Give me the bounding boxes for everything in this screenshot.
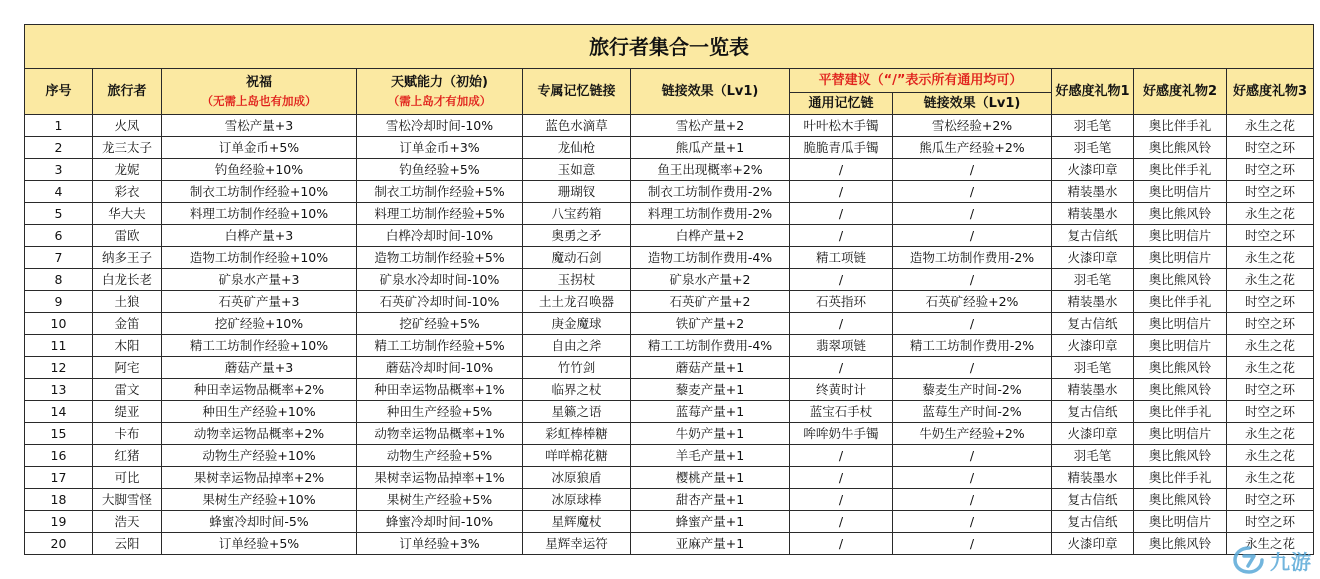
table-row [25, 401, 1314, 423]
header-alt: 平替建议（“/”表示所有通用均可） [790, 69, 1052, 93]
talent-cell: 白桦冷却时间-10% [357, 225, 523, 247]
gift-3-cell: 永生之花 [1227, 423, 1314, 445]
alt-effect-cell: 造物工坊制作费用-2% [893, 247, 1052, 269]
gift-1-cell: 精装墨水 [1052, 467, 1134, 489]
alt-memory-cell: 石英指环 [790, 291, 893, 313]
link-effect-cell: 亚麻产量+1 [631, 533, 790, 555]
blessing-cell: 蘑菇产量+3 [162, 357, 357, 379]
talent-cell: 种田幸运物品概率+1% [357, 379, 523, 401]
memory-link-cell: 竹竹剑 [523, 357, 631, 379]
talent-cell: 动物幸运物品概率+1% [357, 423, 523, 445]
gift-2-cell: 奥比伴手礼 [1134, 115, 1227, 137]
alt-memory-cell: / [790, 467, 893, 489]
watermark-logo [1232, 545, 1312, 575]
header-traveler: 旅行者 [93, 69, 162, 115]
gift-3-cell: 永生之花 [1227, 335, 1314, 357]
gift-1-cell: 精装墨水 [1052, 379, 1134, 401]
traveler-name-cell: 缇亚 [93, 401, 162, 423]
memory-link-cell: 奥勇之矛 [523, 225, 631, 247]
gift-2-cell: 奥比明信片 [1134, 511, 1227, 533]
gift-1-cell: 火漆印章 [1052, 533, 1134, 555]
talent-cell: 钓鱼经验+5% [357, 159, 523, 181]
alt-memory-cell: 终黄时计 [790, 379, 893, 401]
gift-3-cell: 时空之环 [1227, 379, 1314, 401]
blessing-cell: 订单经验+5% [162, 533, 357, 555]
row-index-cell: 1 [25, 115, 93, 137]
alt-effect-cell: / [893, 357, 1052, 379]
gift-1-cell: 复古信纸 [1052, 225, 1134, 247]
gift-3-cell: 时空之环 [1227, 401, 1314, 423]
gift-1-cell: 羽毛笔 [1052, 115, 1134, 137]
alt-effect-cell: / [893, 203, 1052, 225]
alt-effect-cell: / [893, 269, 1052, 291]
link-effect-cell: 甜杏产量+1 [631, 489, 790, 511]
memory-link-cell: 彩虹棒棒糖 [523, 423, 631, 445]
alt-effect-cell: / [893, 467, 1052, 489]
talent-cell: 蘑菇冷却时间-10% [357, 357, 523, 379]
alt-effect-cell: 石英矿经验+2% [893, 291, 1052, 313]
link-effect-cell: 造物工坊制作费用-4% [631, 247, 790, 269]
table-row [25, 115, 1314, 137]
memory-link-cell: 咩咩棉花糖 [523, 445, 631, 467]
table-row [25, 489, 1314, 511]
traveler-name-cell: 白龙长老 [93, 269, 162, 291]
gift-1-cell: 羽毛笔 [1052, 137, 1134, 159]
gift-3-cell: 永生之花 [1227, 203, 1314, 225]
alt-memory-cell: / [790, 489, 893, 511]
alt-memory-cell: / [790, 203, 893, 225]
traveler-table [24, 24, 1314, 555]
blessing-cell: 精工工坊制作经验+10% [162, 335, 357, 357]
gift-3-cell: 永生之花 [1227, 467, 1314, 489]
alt-memory-cell: 翡翠项链 [790, 335, 893, 357]
gift-1-cell: 复古信纸 [1052, 401, 1134, 423]
header-gift1: 好感度礼物1 [1052, 69, 1134, 115]
table-row [25, 511, 1314, 533]
talent-cell: 雪松冷却时间-10% [357, 115, 523, 137]
header-alt-effect: 链接效果（Lv1) [893, 93, 1052, 115]
table-row [25, 181, 1314, 203]
talent-cell: 石英矿冷却时间-10% [357, 291, 523, 313]
traveler-name-cell: 纳多王子 [93, 247, 162, 269]
blessing-cell: 动物生产经验+10% [162, 445, 357, 467]
gift-1-cell: 羽毛笔 [1052, 445, 1134, 467]
row-index-cell: 7 [25, 247, 93, 269]
link-effect-cell: 羊毛产量+1 [631, 445, 790, 467]
table-row [25, 269, 1314, 291]
link-effect-cell: 蘑菇产量+1 [631, 357, 790, 379]
table-row [25, 203, 1314, 225]
traveler-name-cell: 云阳 [93, 533, 162, 555]
traveler-name-cell: 可比 [93, 467, 162, 489]
blessing-cell: 白桦产量+3 [162, 225, 357, 247]
row-index-cell: 15 [25, 423, 93, 445]
gift-2-cell: 奥比伴手礼 [1134, 159, 1227, 181]
talent-cell: 种田生产经验+5% [357, 401, 523, 423]
talent-cell: 果树幸运物品掉率+1% [357, 467, 523, 489]
blessing-cell: 造物工坊制作经验+10% [162, 247, 357, 269]
gift-3-cell: 时空之环 [1227, 225, 1314, 247]
traveler-name-cell: 彩衣 [93, 181, 162, 203]
gift-3-cell: 时空之环 [1227, 489, 1314, 511]
talent-cell: 蜂蜜冷却时间-10% [357, 511, 523, 533]
gift-1-cell: 羽毛笔 [1052, 357, 1134, 379]
row-index-cell: 14 [25, 401, 93, 423]
header-index: 序号 [25, 69, 93, 115]
row-index-cell: 8 [25, 269, 93, 291]
gift-3-cell: 时空之环 [1227, 291, 1314, 313]
link-effect-cell: 牛奶产量+1 [631, 423, 790, 445]
row-index-cell: 19 [25, 511, 93, 533]
link-effect-cell: 熊瓜产量+1 [631, 137, 790, 159]
alt-effect-cell: 藜麦生产时间-2% [893, 379, 1052, 401]
row-index-cell: 13 [25, 379, 93, 401]
alt-effect-cell: / [893, 511, 1052, 533]
traveler-name-cell: 木阳 [93, 335, 162, 357]
gift-1-cell: 精装墨水 [1052, 291, 1134, 313]
gift-2-cell: 奥比熊风铃 [1134, 137, 1227, 159]
talent-cell: 订单经验+3% [357, 533, 523, 555]
header-alt-memory: 通用记忆链 [790, 93, 893, 115]
alt-memory-cell: 脆脆青瓜手镯 [790, 137, 893, 159]
gift-1-cell: 羽毛笔 [1052, 269, 1134, 291]
alt-memory-cell: / [790, 445, 893, 467]
alt-effect-cell: / [893, 489, 1052, 511]
traveler-table-container [24, 24, 1308, 555]
gift-3-cell: 永生之花 [1227, 115, 1314, 137]
memory-link-cell: 冰原狼盾 [523, 467, 631, 489]
memory-link-cell: 蓝色水滴草 [523, 115, 631, 137]
traveler-name-cell: 大脚雪怪 [93, 489, 162, 511]
gift-1-cell: 复古信纸 [1052, 489, 1134, 511]
table-row [25, 247, 1314, 269]
link-effect-cell: 矿泉水产量+2 [631, 269, 790, 291]
watermark-text: 九游 [1270, 549, 1312, 574]
memory-link-cell: 土土龙召唤器 [523, 291, 631, 313]
alt-memory-cell: / [790, 159, 893, 181]
memory-link-cell: 冰原球棒 [523, 489, 631, 511]
alt-memory-cell: / [790, 357, 893, 379]
traveler-name-cell: 浩天 [93, 511, 162, 533]
gift-1-cell: 火漆印章 [1052, 335, 1134, 357]
traveler-name-cell: 龙妮 [93, 159, 162, 181]
gift-1-cell: 火漆印章 [1052, 159, 1134, 181]
traveler-name-cell: 雷文 [93, 379, 162, 401]
gift-3-cell: 永生之花 [1227, 269, 1314, 291]
alt-effect-cell: / [893, 225, 1052, 247]
gift-2-cell: 奥比伴手礼 [1134, 401, 1227, 423]
traveler-name-cell: 火凤 [93, 115, 162, 137]
gift-2-cell: 奥比明信片 [1134, 335, 1227, 357]
talent-cell: 精工工坊制作经验+5% [357, 335, 523, 357]
gift-2-cell: 奥比熊风铃 [1134, 269, 1227, 291]
table-title: 旅行者集合一览表 [25, 25, 1314, 69]
row-index-cell: 20 [25, 533, 93, 555]
row-index-cell: 5 [25, 203, 93, 225]
gift-3-cell: 永生之花 [1227, 445, 1314, 467]
alt-memory-cell: / [790, 225, 893, 247]
blessing-cell: 种田生产经验+10% [162, 401, 357, 423]
alt-memory-cell: 精工项链 [790, 247, 893, 269]
link-effect-cell: 藜麦产量+1 [631, 379, 790, 401]
gift-2-cell: 奥比熊风铃 [1134, 489, 1227, 511]
link-effect-cell: 制衣工坊制作费用-2% [631, 181, 790, 203]
row-index-cell: 6 [25, 225, 93, 247]
alt-effect-cell: 雪松经验+2% [893, 115, 1052, 137]
blessing-cell: 制衣工坊制作经验+10% [162, 181, 357, 203]
row-index-cell: 17 [25, 467, 93, 489]
header-gift3: 好感度礼物3 [1227, 69, 1314, 115]
gift-1-cell: 复古信纸 [1052, 511, 1134, 533]
gift-2-cell: 奥比熊风铃 [1134, 533, 1227, 555]
link-effect-cell: 白桦产量+2 [631, 225, 790, 247]
blessing-cell: 雪松产量+3 [162, 115, 357, 137]
traveler-name-cell: 红猪 [93, 445, 162, 467]
alt-effect-cell: 牛奶生产经验+2% [893, 423, 1052, 445]
header-talent-label: 天赋能力（初始) [391, 74, 488, 90]
link-effect-cell: 石英矿产量+2 [631, 291, 790, 313]
blessing-cell: 订单金币+5% [162, 137, 357, 159]
alt-memory-cell: 叶叶松木手镯 [790, 115, 893, 137]
memory-link-cell: 珊瑚钗 [523, 181, 631, 203]
blessing-cell: 矿泉水产量+3 [162, 269, 357, 291]
row-index-cell: 12 [25, 357, 93, 379]
alt-effect-cell: / [893, 181, 1052, 203]
link-effect-cell: 雪松产量+2 [631, 115, 790, 137]
gift-1-cell: 火漆印章 [1052, 247, 1134, 269]
memory-link-cell: 自由之斧 [523, 335, 631, 357]
header-talent [357, 69, 523, 115]
table-row [25, 423, 1314, 445]
memory-link-cell: 庚金魔球 [523, 313, 631, 335]
header-effect: 链接效果（Lv1) [631, 69, 790, 115]
traveler-name-cell: 金笛 [93, 313, 162, 335]
gift-3-cell: 永生之花 [1227, 533, 1314, 555]
memory-link-cell: 星辉幸运符 [523, 533, 631, 555]
talent-cell: 料理工坊制作经验+5% [357, 203, 523, 225]
talent-cell: 订单金币+3% [357, 137, 523, 159]
header-gift2: 好感度礼物2 [1134, 69, 1227, 115]
alt-memory-cell: / [790, 533, 893, 555]
gift-3-cell: 永生之花 [1227, 357, 1314, 379]
link-effect-cell: 精工工坊制作费用-4% [631, 335, 790, 357]
gift-2-cell: 奥比熊风铃 [1134, 379, 1227, 401]
blessing-cell: 钓鱼经验+10% [162, 159, 357, 181]
talent-cell: 制衣工坊制作经验+5% [357, 181, 523, 203]
talent-cell: 动物生产经验+5% [357, 445, 523, 467]
gift-2-cell: 奥比明信片 [1134, 225, 1227, 247]
row-index-cell: 9 [25, 291, 93, 313]
blessing-cell: 蜂蜜冷却时间-5% [162, 511, 357, 533]
table-row [25, 357, 1314, 379]
table-row [25, 467, 1314, 489]
gift-2-cell: 奥比明信片 [1134, 247, 1227, 269]
alt-effect-cell: / [893, 445, 1052, 467]
blessing-cell: 动物幸运物品概率+2% [162, 423, 357, 445]
table-row [25, 379, 1314, 401]
table-row [25, 335, 1314, 357]
gift-1-cell: 精装墨水 [1052, 203, 1134, 225]
gift-3-cell: 永生之花 [1227, 247, 1314, 269]
gift-3-cell: 时空之环 [1227, 181, 1314, 203]
jiuyou-logo-icon [1232, 545, 1266, 575]
traveler-name-cell: 龙三太子 [93, 137, 162, 159]
header-blessing-note: （无需上岛也有加成） [201, 93, 317, 108]
gift-2-cell: 奥比明信片 [1134, 423, 1227, 445]
alt-memory-cell: 哞哞奶牛手镯 [790, 423, 893, 445]
table-row [25, 137, 1314, 159]
link-effect-cell: 铁矿产量+2 [631, 313, 790, 335]
table-row [25, 291, 1314, 313]
alt-effect-cell: / [893, 159, 1052, 181]
header-talent-note: （需上岛才有加成） [387, 93, 492, 108]
gift-1-cell: 精装墨水 [1052, 181, 1134, 203]
memory-link-cell: 星籁之语 [523, 401, 631, 423]
alt-memory-cell: / [790, 181, 893, 203]
gift-3-cell: 时空之环 [1227, 137, 1314, 159]
traveler-name-cell: 阿宅 [93, 357, 162, 379]
blessing-cell: 果树生产经验+10% [162, 489, 357, 511]
talent-cell: 果树生产经验+5% [357, 489, 523, 511]
talent-cell: 挖矿经验+5% [357, 313, 523, 335]
gift-3-cell: 时空之环 [1227, 159, 1314, 181]
alt-effect-cell: / [893, 533, 1052, 555]
gift-2-cell: 奥比伴手礼 [1134, 467, 1227, 489]
table-row [25, 313, 1314, 335]
alt-memory-cell: / [790, 511, 893, 533]
row-index-cell: 11 [25, 335, 93, 357]
alt-memory-cell: / [790, 313, 893, 335]
alt-effect-cell: 蓝莓生产时间-2% [893, 401, 1052, 423]
blessing-cell: 种田幸运物品概率+2% [162, 379, 357, 401]
row-index-cell: 3 [25, 159, 93, 181]
row-index-cell: 16 [25, 445, 93, 467]
gift-1-cell: 火漆印章 [1052, 423, 1134, 445]
gift-2-cell: 奥比熊风铃 [1134, 357, 1227, 379]
talent-cell: 造物工坊制作经验+5% [357, 247, 523, 269]
link-effect-cell: 鱼王出现概率+2% [631, 159, 790, 181]
alt-memory-cell: 蓝宝石手杖 [790, 401, 893, 423]
row-index-cell: 10 [25, 313, 93, 335]
gift-2-cell: 奥比伴手礼 [1134, 291, 1227, 313]
alt-effect-cell: / [893, 313, 1052, 335]
link-effect-cell: 蓝莓产量+1 [631, 401, 790, 423]
link-effect-cell: 樱桃产量+1 [631, 467, 790, 489]
blessing-cell: 石英矿产量+3 [162, 291, 357, 313]
memory-link-cell: 玉如意 [523, 159, 631, 181]
memory-link-cell: 八宝药箱 [523, 203, 631, 225]
memory-link-cell: 龙仙枪 [523, 137, 631, 159]
blessing-cell: 果树幸运物品掉率+2% [162, 467, 357, 489]
link-effect-cell: 料理工坊制作费用-2% [631, 203, 790, 225]
blessing-cell: 料理工坊制作经验+10% [162, 203, 357, 225]
talent-cell: 矿泉水冷却时间-10% [357, 269, 523, 291]
traveler-name-cell: 土狼 [93, 291, 162, 313]
alt-effect-cell: 精工工坊制作费用-2% [893, 335, 1052, 357]
table-row [25, 533, 1314, 555]
traveler-name-cell: 卡布 [93, 423, 162, 445]
alt-memory-cell: / [790, 269, 893, 291]
memory-link-cell: 玉拐杖 [523, 269, 631, 291]
blessing-cell: 挖矿经验+10% [162, 313, 357, 335]
row-index-cell: 4 [25, 181, 93, 203]
header-blessing [162, 69, 357, 115]
memory-link-cell: 临界之杖 [523, 379, 631, 401]
alt-effect-cell: 熊瓜生产经验+2% [893, 137, 1052, 159]
gift-3-cell: 时空之环 [1227, 511, 1314, 533]
gift-2-cell: 奥比熊风铃 [1134, 445, 1227, 467]
traveler-name-cell: 华大夫 [93, 203, 162, 225]
gift-2-cell: 奥比明信片 [1134, 181, 1227, 203]
memory-link-cell: 魔动石剑 [523, 247, 631, 269]
traveler-name-cell: 雷欧 [93, 225, 162, 247]
gift-2-cell: 奥比明信片 [1134, 313, 1227, 335]
row-index-cell: 2 [25, 137, 93, 159]
gift-2-cell: 奥比熊风铃 [1134, 203, 1227, 225]
link-effect-cell: 蜂蜜产量+1 [631, 511, 790, 533]
header-memory: 专属记忆链接 [523, 69, 631, 115]
gift-3-cell: 时空之环 [1227, 313, 1314, 335]
table-row [25, 159, 1314, 181]
gift-1-cell: 复古信纸 [1052, 313, 1134, 335]
row-index-cell: 18 [25, 489, 93, 511]
header-blessing-label: 祝福 [245, 74, 272, 90]
memory-link-cell: 星辉魔杖 [523, 511, 631, 533]
table-row [25, 445, 1314, 467]
table-row [25, 225, 1314, 247]
